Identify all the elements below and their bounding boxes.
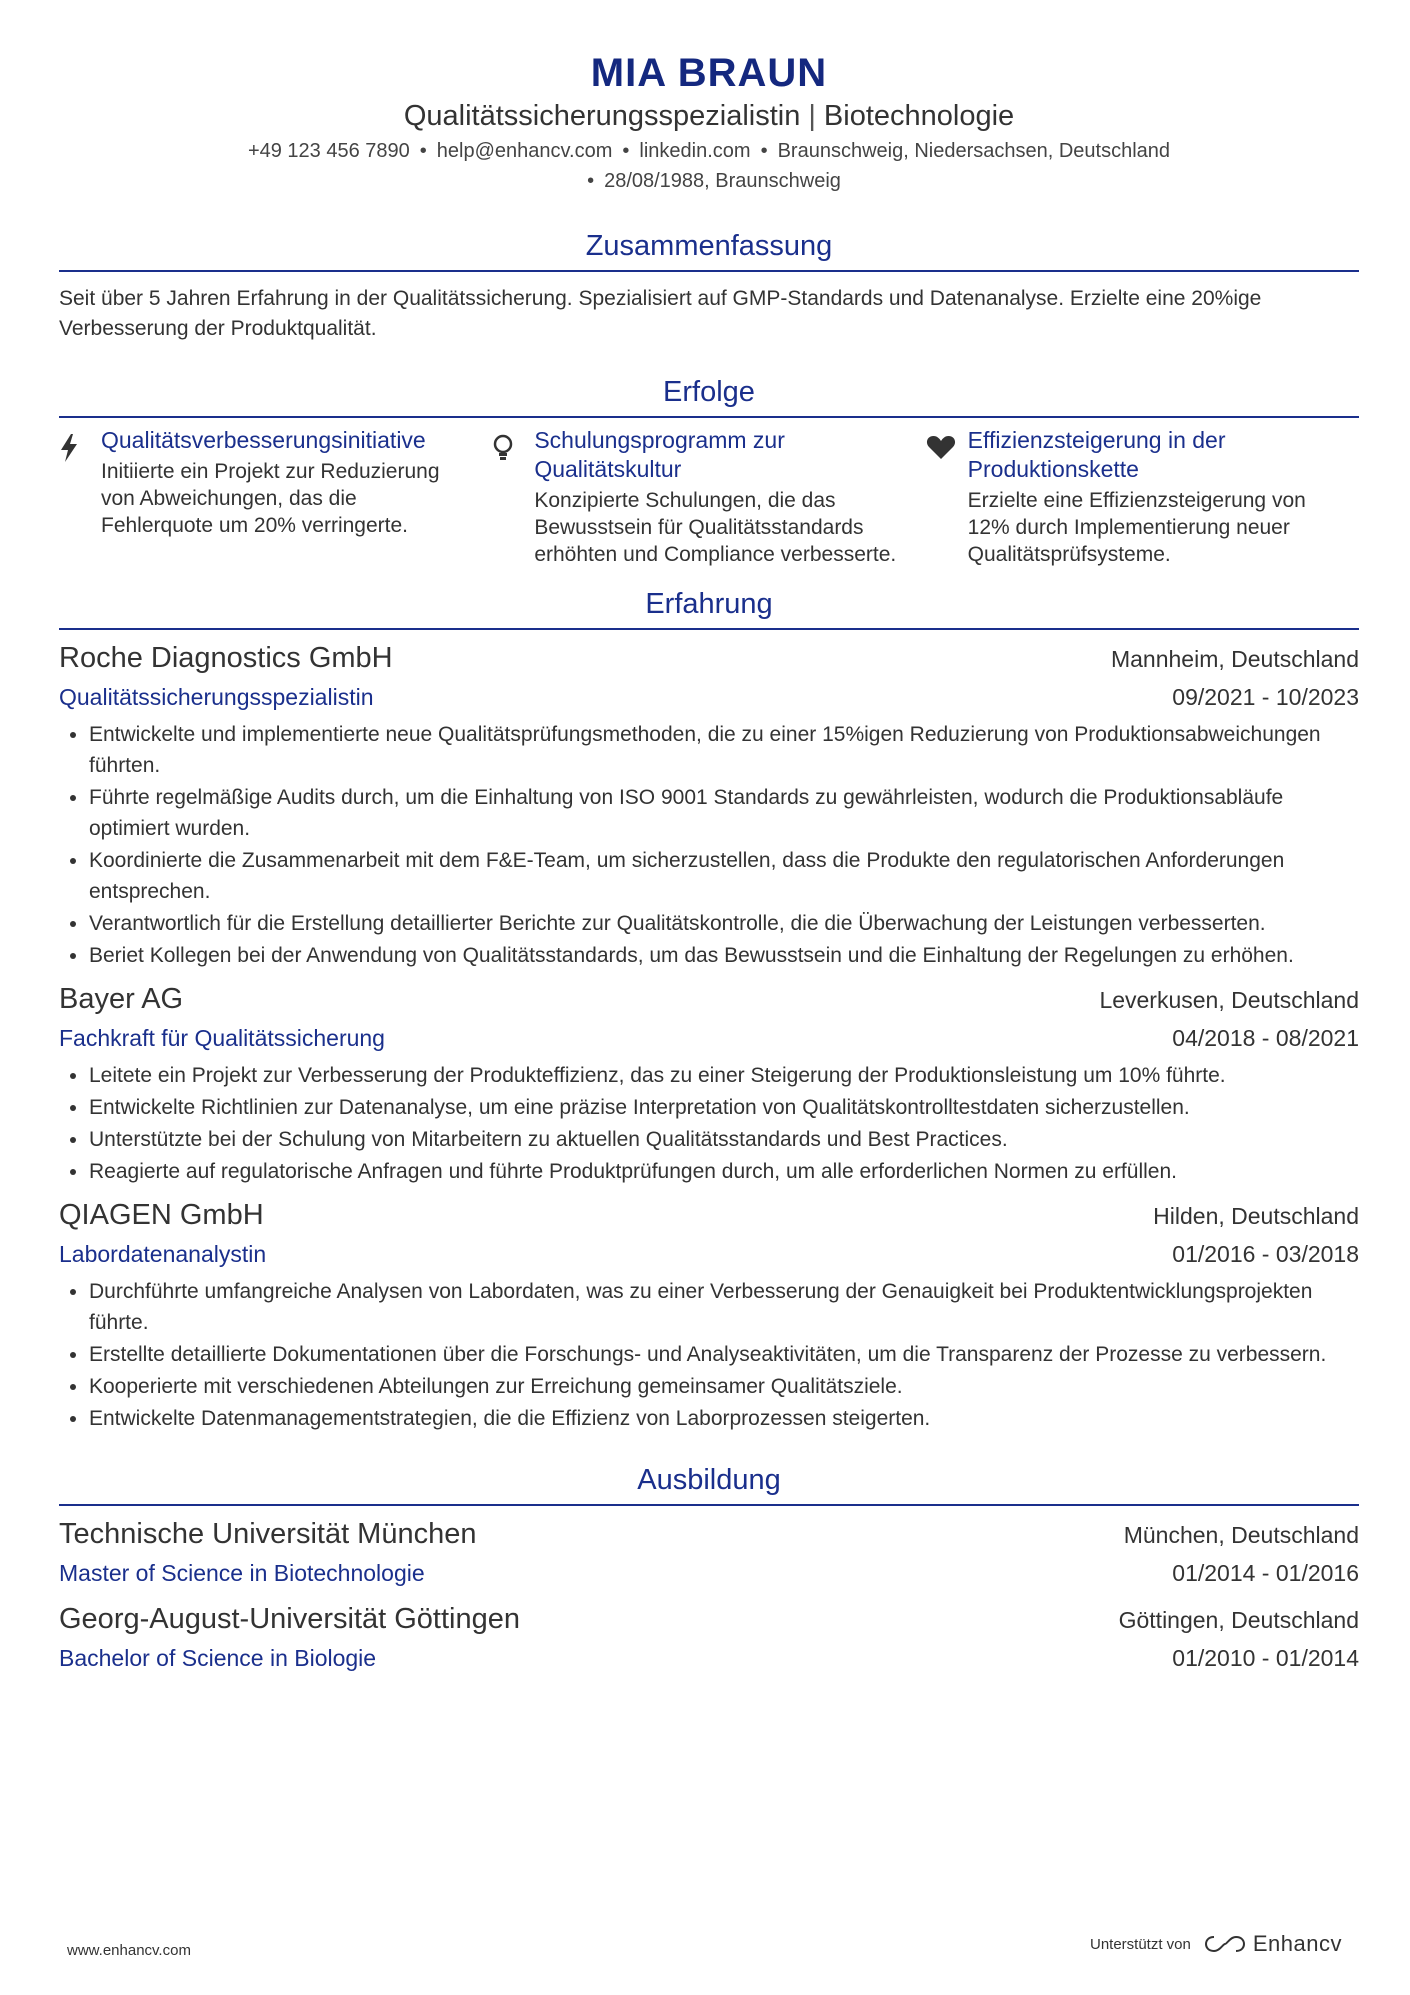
education-dates: 01/2014 - 01/2016 xyxy=(1172,1560,1359,1586)
headline-separator: | xyxy=(808,100,816,132)
education-section xyxy=(59,1462,1359,1676)
footer-website[interactable]: www.enhancv.com xyxy=(67,1942,191,1959)
birth-info: 28/08/1988, Braunschweig xyxy=(604,170,841,192)
section-title-experience: Erfahrung xyxy=(59,586,1359,630)
enhancv-logo-icon xyxy=(1203,1933,1247,1955)
achievement-desc: Konzipierte Schulungen, die das Bewusstsein für Qualitätsstandards erhöhten und Compliance verbesserte. xyxy=(534,489,897,566)
school-name: Georg-August-Universität Göttingen xyxy=(59,1603,520,1635)
achievement-list xyxy=(59,1276,1359,1434)
achievement-title: Effizienzsteigerung in der Produktionskette xyxy=(967,427,1226,482)
school-location: München, Deutschland xyxy=(1123,1522,1359,1548)
footer-branding xyxy=(1090,1931,1342,1957)
achievement-item xyxy=(492,426,925,568)
job-field: Biotechnologie xyxy=(823,100,1015,132)
list-item: • Entwickelte Datenmanagementstrategien, die die Effizienz von Laborprozessen steigerten. xyxy=(89,1403,1359,1434)
powered-by-label: Unterstützt von xyxy=(1089,1935,1191,1953)
list-item: • Kooperierte mit verschiedenen Abteilungen zur Erreichung gemeinsamer Qualitätsziele. xyxy=(89,1371,1359,1402)
job-dates: 01/2016 - 03/2018 xyxy=(1172,1241,1359,1267)
achievement-title: Qualitätsverbesserungsinitiative xyxy=(101,427,426,453)
lightning-icon xyxy=(59,426,101,568)
degree: Master of Science in Biotechnologie xyxy=(59,1560,425,1586)
list-item: • Leitete ein Projekt zur Verbesserung der Produkteffizienz, das zu einer Steigerung der Produktionsleistung um 10% führte. xyxy=(89,1060,1359,1091)
achievements-section xyxy=(59,374,1359,568)
experience-entry xyxy=(59,638,1359,971)
achievement-title: Schulungsprogramm zur Qualitätskultur xyxy=(534,427,785,482)
achievement-desc: Initiierte ein Projekt zur Reduzierung von Abweichungen, das die Fehlerquote um 20% verringerte. xyxy=(101,460,440,537)
job-role: Fachkraft für Qualitätssicherung xyxy=(59,1025,385,1051)
section-title-summary: Zusammenfassung xyxy=(59,228,1359,272)
location: Braunschweig, Niedersachsen, Deutschland xyxy=(777,140,1171,162)
resume-page xyxy=(59,0,1359,1676)
section-title-education: Ausbildung xyxy=(59,1462,1359,1506)
headline xyxy=(59,98,1359,134)
list-item: • Entwickelte Richtlinien zur Datenanalyse, um eine präzise Interpretation von Qualitätskontrolltestdaten sicherzustellen. xyxy=(89,1092,1359,1123)
list-item: • Unterstützte bei der Schulung von Mitarbeitern zu aktuellen Qualitätsstandards und Best Practices. xyxy=(89,1124,1359,1155)
experience-entry xyxy=(59,1195,1359,1434)
school-location: Göttingen, Deutschland xyxy=(1118,1607,1359,1633)
achievement-item xyxy=(926,426,1359,568)
degree: Bachelor of Science in Biologie xyxy=(59,1645,377,1671)
achievement-item xyxy=(59,426,492,568)
achievement-list xyxy=(59,719,1359,971)
job-location: Leverkusen, Deutschland xyxy=(1099,987,1359,1013)
education-dates: 01/2010 - 01/2014 xyxy=(1172,1645,1359,1671)
list-item: • Reagierte auf regulatorische Anfragen und führte Produktprüfungen durch, um alle erforderlichen Normen zu erfüllen. xyxy=(89,1156,1359,1187)
birth-line: • 28/08/1988, Braunschweig xyxy=(587,170,841,192)
job-dates: 04/2018 - 08/2021 xyxy=(1172,1025,1359,1051)
experience-entry xyxy=(59,979,1359,1187)
list-item: • Verantwortlich für die Erstellung detaillierter Berichte zur Qualitätskontrolle, die die Überwachung der Leistungen verbesserten. xyxy=(89,908,1359,939)
candidate-name: MIA BRAUN xyxy=(590,51,828,95)
achievement-desc: Erzielte eine Effizienzsteigerung von 12% durch Implementierung neuer Qualitätsprüfsysteme. xyxy=(967,489,1306,566)
experience-section xyxy=(59,586,1359,1434)
company-name: Bayer AG xyxy=(59,983,184,1015)
job-location: Hilden, Deutschland xyxy=(1153,1203,1359,1229)
phone[interactable]: +49 123 456 7890 xyxy=(247,140,410,162)
email[interactable]: help@enhancv.com xyxy=(436,140,613,162)
summary-section xyxy=(59,228,1359,344)
heart-icon xyxy=(926,426,968,568)
list-item: • Koordinierte die Zusammenarbeit mit dem F&E-Team, um sicherzustellen, dass die Produkte den regulatorischen Anforderungen entsprechen. xyxy=(89,845,1359,907)
list-item: • Erstellte detaillierte Dokumentationen über die Forschungs- und Analyseaktivitäten, um die Transparenz der Prozesse zu verbessern. xyxy=(89,1339,1359,1370)
contact-line: +49 123 456 7890 • help@enhancv.com • linkedin.com • Braunschweig, Niedersachsen, Deutschland xyxy=(247,140,1171,162)
education-entry xyxy=(59,1514,1359,1591)
company-name: QIAGEN GmbH xyxy=(59,1199,264,1231)
company-name: Roche Diagnostics GmbH xyxy=(59,642,393,674)
summary-text: Seit über 5 Jahren Erfahrung in der Qualitätssicherung. Spezialisiert auf GMP-Standards und Datenanalyse. Erzielte eine 20%ige Verbesserung der Produktqualität. xyxy=(59,287,1262,340)
school-name: Technische Universität München xyxy=(59,1518,477,1550)
education-entry xyxy=(59,1599,1359,1676)
list-item: • Entwickelte und implementierte neue Qualitätsprüfungsmethoden, die zu einer 15%igen Reduzierung von Produktionsabweichungen führten. xyxy=(89,719,1359,781)
section-title-achievements: Erfolge xyxy=(59,374,1359,418)
list-item: • Führte regelmäßige Audits durch, um die Einhaltung von ISO 9001 Standards zu gewährleisten, wodurch die Produktionsabläufe optimiert wurden. xyxy=(89,782,1359,844)
lightbulb-icon xyxy=(492,426,534,568)
job-title: Qualitätssicherungsspezialistin xyxy=(403,100,801,132)
enhancv-brand: Enhancv xyxy=(1252,1931,1342,1956)
linkedin-link[interactable]: linkedin.com xyxy=(639,140,751,162)
job-role: Qualitätssicherungsspezialistin xyxy=(59,684,374,710)
job-role: Labordatenanalystin xyxy=(59,1241,267,1267)
list-item: • Beriet Kollegen bei der Anwendung von Qualitätsstandards, um das Bewusstsein und die Einhaltung der Regelungen zu erhöhen. xyxy=(89,940,1359,971)
job-location: Mannheim, Deutschland xyxy=(1110,646,1359,672)
achievement-list xyxy=(59,1060,1359,1187)
list-item: • Durchführte umfangreiche Analysen von Labordaten, was zu einer Verbesserung der Genauigkeit bei Produktentwicklungsprojekten führte. xyxy=(89,1276,1359,1338)
job-dates: 09/2021 - 10/2023 xyxy=(1172,684,1359,710)
